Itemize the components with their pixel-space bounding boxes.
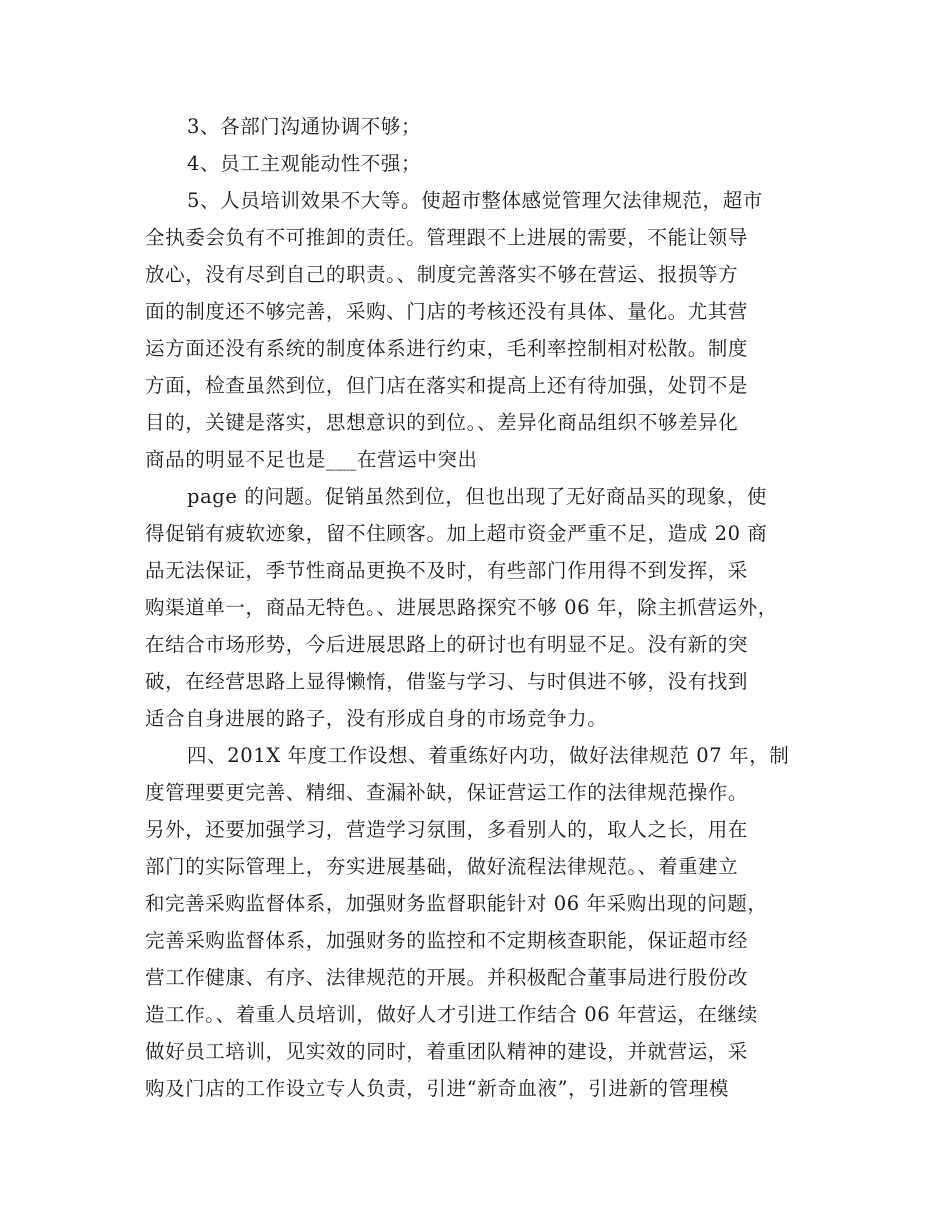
text-line: 部门的实际管理上，夯实进展基础，做好流程法律规范。、着重建立 — [145, 855, 739, 878]
text-line: 购及门店的工作设立专人负责，引进“新奇血液”，引进新的管理模 — [145, 1077, 729, 1100]
text-line: 全执委会负有不可推卸的责任。管理跟不上进展的需要，不能让领导 — [145, 226, 749, 249]
text-line: 4、员工主观能动性不强； — [187, 152, 422, 175]
text-line: 目的，关键是落实，思想意识的到位。、差异化商品组织不够差异化 — [145, 411, 739, 434]
text-line: 3、各部门沟通协调不够； — [187, 115, 422, 138]
text-line: 5、人员培训效果不大等。使超市整体感觉管理欠法律规范，超市 — [187, 189, 763, 212]
text-line: 商品的明显不足也是___在营运中突出 — [145, 448, 478, 471]
text-line: 购渠道单一，商品无特色。、进展思路探究不够 06 年，除主抓营运外， — [145, 596, 778, 619]
text-line: 营工作健康、有序、法律规范的开展。并积极配合董事局进行股份改 — [145, 966, 749, 989]
document-body — [145, 108, 805, 1107]
text-line: 放心，没有尽到自己的职责。、制度完善落实不够在营运、报损等方 — [145, 263, 739, 286]
text-line: 得促销有疲软迹象，留不住顾客。加上超市资金严重不足，造成 20 商 — [145, 522, 768, 545]
text-line: 方面，检查虽然到位，但门店在落实和提高上还有待加强，处罚不是 — [145, 374, 749, 397]
text-line: 造工作。、着重人员培训，做好人才引进工作结合 06 年营运，在继续 — [145, 1003, 758, 1026]
text-line: 运方面还没有系统的制度体系进行约束，毛利率控制相对松散。制度 — [145, 337, 749, 360]
text-line: 适合自身进展的路子，没有形成自身的市场竞争力。 — [145, 707, 608, 730]
text-line: 度管理要更完善、精细、查漏补缺，保证营运工作的法律规范操作。 — [145, 781, 749, 804]
text-line: 四、201X 年度工作设想、着重练好内功，做好法律规范 07 年，制 — [187, 744, 790, 767]
text-line: 面的制度还不够完善，采购、门店的考核还没有具体、量化。尤其营 — [145, 300, 749, 323]
text-line: 破，在经营思路上显得懒惰，借鉴与学习、与时俱进不够，没有找到 — [145, 670, 749, 693]
text-line: 另外，还要加强学习，营造学习氛围，多看别人的，取人之长，用在 — [145, 818, 749, 841]
text-line: 在结合市场形势，今后进展思路上的研讨也有明显不足。没有新的突 — [145, 633, 749, 656]
text-line: 品无法保证，季节性商品更换不及时，有些部门作用得不到发挥，采 — [145, 559, 749, 582]
text-line: 做好员工培训，见实效的同时，着重团队精神的建设，并就营运，采 — [145, 1040, 749, 1063]
text-line: 和完善采购监督体系，加强财务监督职能针对 06 年采购出现的问题， — [145, 892, 768, 915]
text-line: 完善采购监督体系，加强财务的监控和不定期核查职能，保证超市经 — [145, 929, 749, 952]
text-line: page 的问题。促销虽然到位，但也出现了无好商品买的现象，使 — [187, 485, 767, 508]
